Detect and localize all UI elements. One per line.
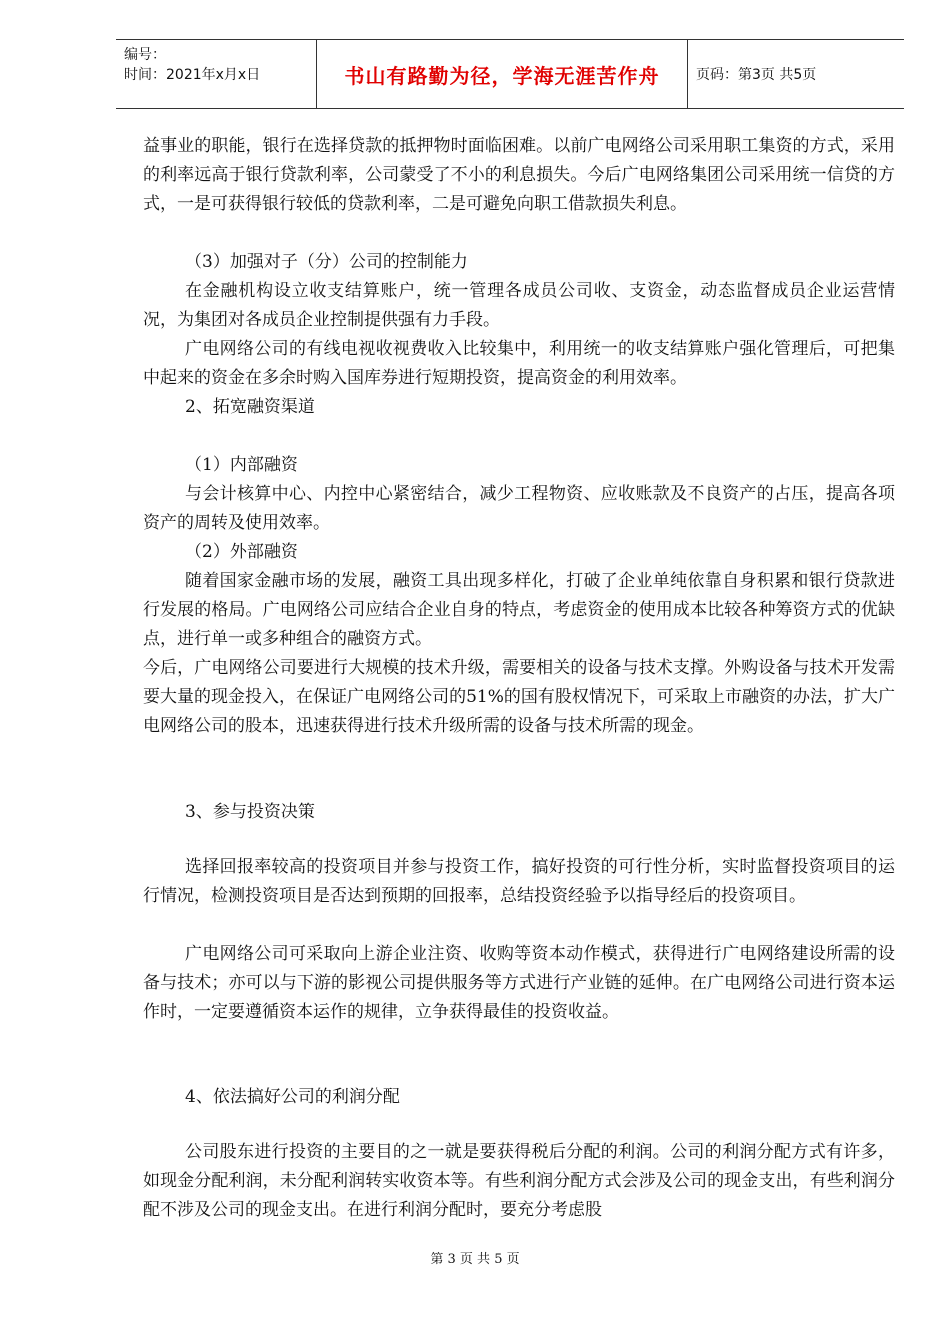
section-heading: 4、依法搞好公司的利润分配: [185, 1087, 400, 1107]
number-label: 编号：: [124, 47, 166, 63]
page-info: 页码：第3页 共5页: [696, 67, 817, 83]
time-label: 时间：2021年x月x日: [124, 67, 261, 83]
section-heading: （1）内部融资: [185, 455, 298, 475]
paragraph: 广电网络公司可采取向上游企业注资、收购等资本动作模式，获得进行广电网络建设所需的设备与技术；亦可以与下游的影视公司提供服务等方式进行产业链的延伸。在广电网络公司进行资本运作时，一定要遵循资本运作的规律，立争获得最佳的投资收益。: [143, 944, 895, 1022]
paragraph: 公司股东进行投资的主要目的之一就是要获得税后分配的利润。公司的利润分配方式有许多，如现金分配利润，未分配利润转实收资本等。有些利润分配方式会涉及公司的现金支出，有些利润分配不涉及公司的现金支出。在进行利润分配时，要充分考虑股: [143, 1142, 895, 1220]
paragraph: 在金融机构设立收支结算账户，统一管理各成员公司收、支资金，动态监督成员企业运营情况，为集团对各成员企业控制提供强有力手段。: [143, 281, 895, 330]
paragraph: 今后，广电网络公司要进行大规模的技术升级，需要相关的设备与技术支撑。外购设备与技术开发需要大量的现金投入，在保证广电网络公司的51%的国有股权情况下，可采取上市融资的办法，扩大广电网络公司的股本，迅速获得进行技术升级所需的设备与技术所需的现金。: [143, 658, 895, 736]
paragraph: 广电网络公司的有线电视收视费收入比较集中，利用统一的收支结算账户强化管理后，可把集中起来的资金在多余时购入国库券进行短期投资，提高资金的利用效率。: [143, 339, 895, 388]
motto-text: 书山有路勤为径，学海无涯苦作舟: [344, 63, 660, 88]
section-heading: （3）加强对子（分）公司的控制能力: [185, 252, 468, 272]
page-header: [116, 39, 904, 109]
section-heading: 3、参与投资决策: [185, 802, 315, 822]
paragraph: 随着国家金融市场的发展，融资工具出现多样化，打破了企业单纯依靠自身积累和银行贷款进行发展的格局。广电网络公司应结合企业自身的特点，考虑资金的使用成本比较各种筹资方式的优缺点，进行单一或多种组合的融资方式。: [143, 571, 895, 649]
section-heading: （2）外部融资: [185, 542, 298, 562]
section-heading: 2、拓宽融资渠道: [185, 397, 315, 417]
paragraph: 与会计核算中心、内控中心紧密结合，减少工程物资、应收账款及不良资产的占压，提高各项资产的周转及使用效率。: [143, 484, 895, 533]
page-footer: 第 3 页 共 5 页: [430, 1252, 520, 1267]
header-meta: [116, 40, 316, 108]
paragraph: 选择回报率较高的投资项目并参与投资工作，搞好投资的可行性分析，实时监督投资项目的运行情况，检测投资项目是否达到预期的回报率，总结投资经验予以指导经后的投资项目。: [143, 857, 895, 906]
paragraph: 益事业的职能，银行在选择贷款的抵押物时面临困难。以前广电网络公司采用职工集资的方式，采用的利率远高于银行贷款利率，公司蒙受了不小的利息损失。今后广电网络集团公司采用统一信贷的方式，一是可获得银行较低的贷款利率，二是可避免向职工借款损失利息。: [143, 136, 895, 214]
header-motto-cell: [316, 40, 688, 108]
